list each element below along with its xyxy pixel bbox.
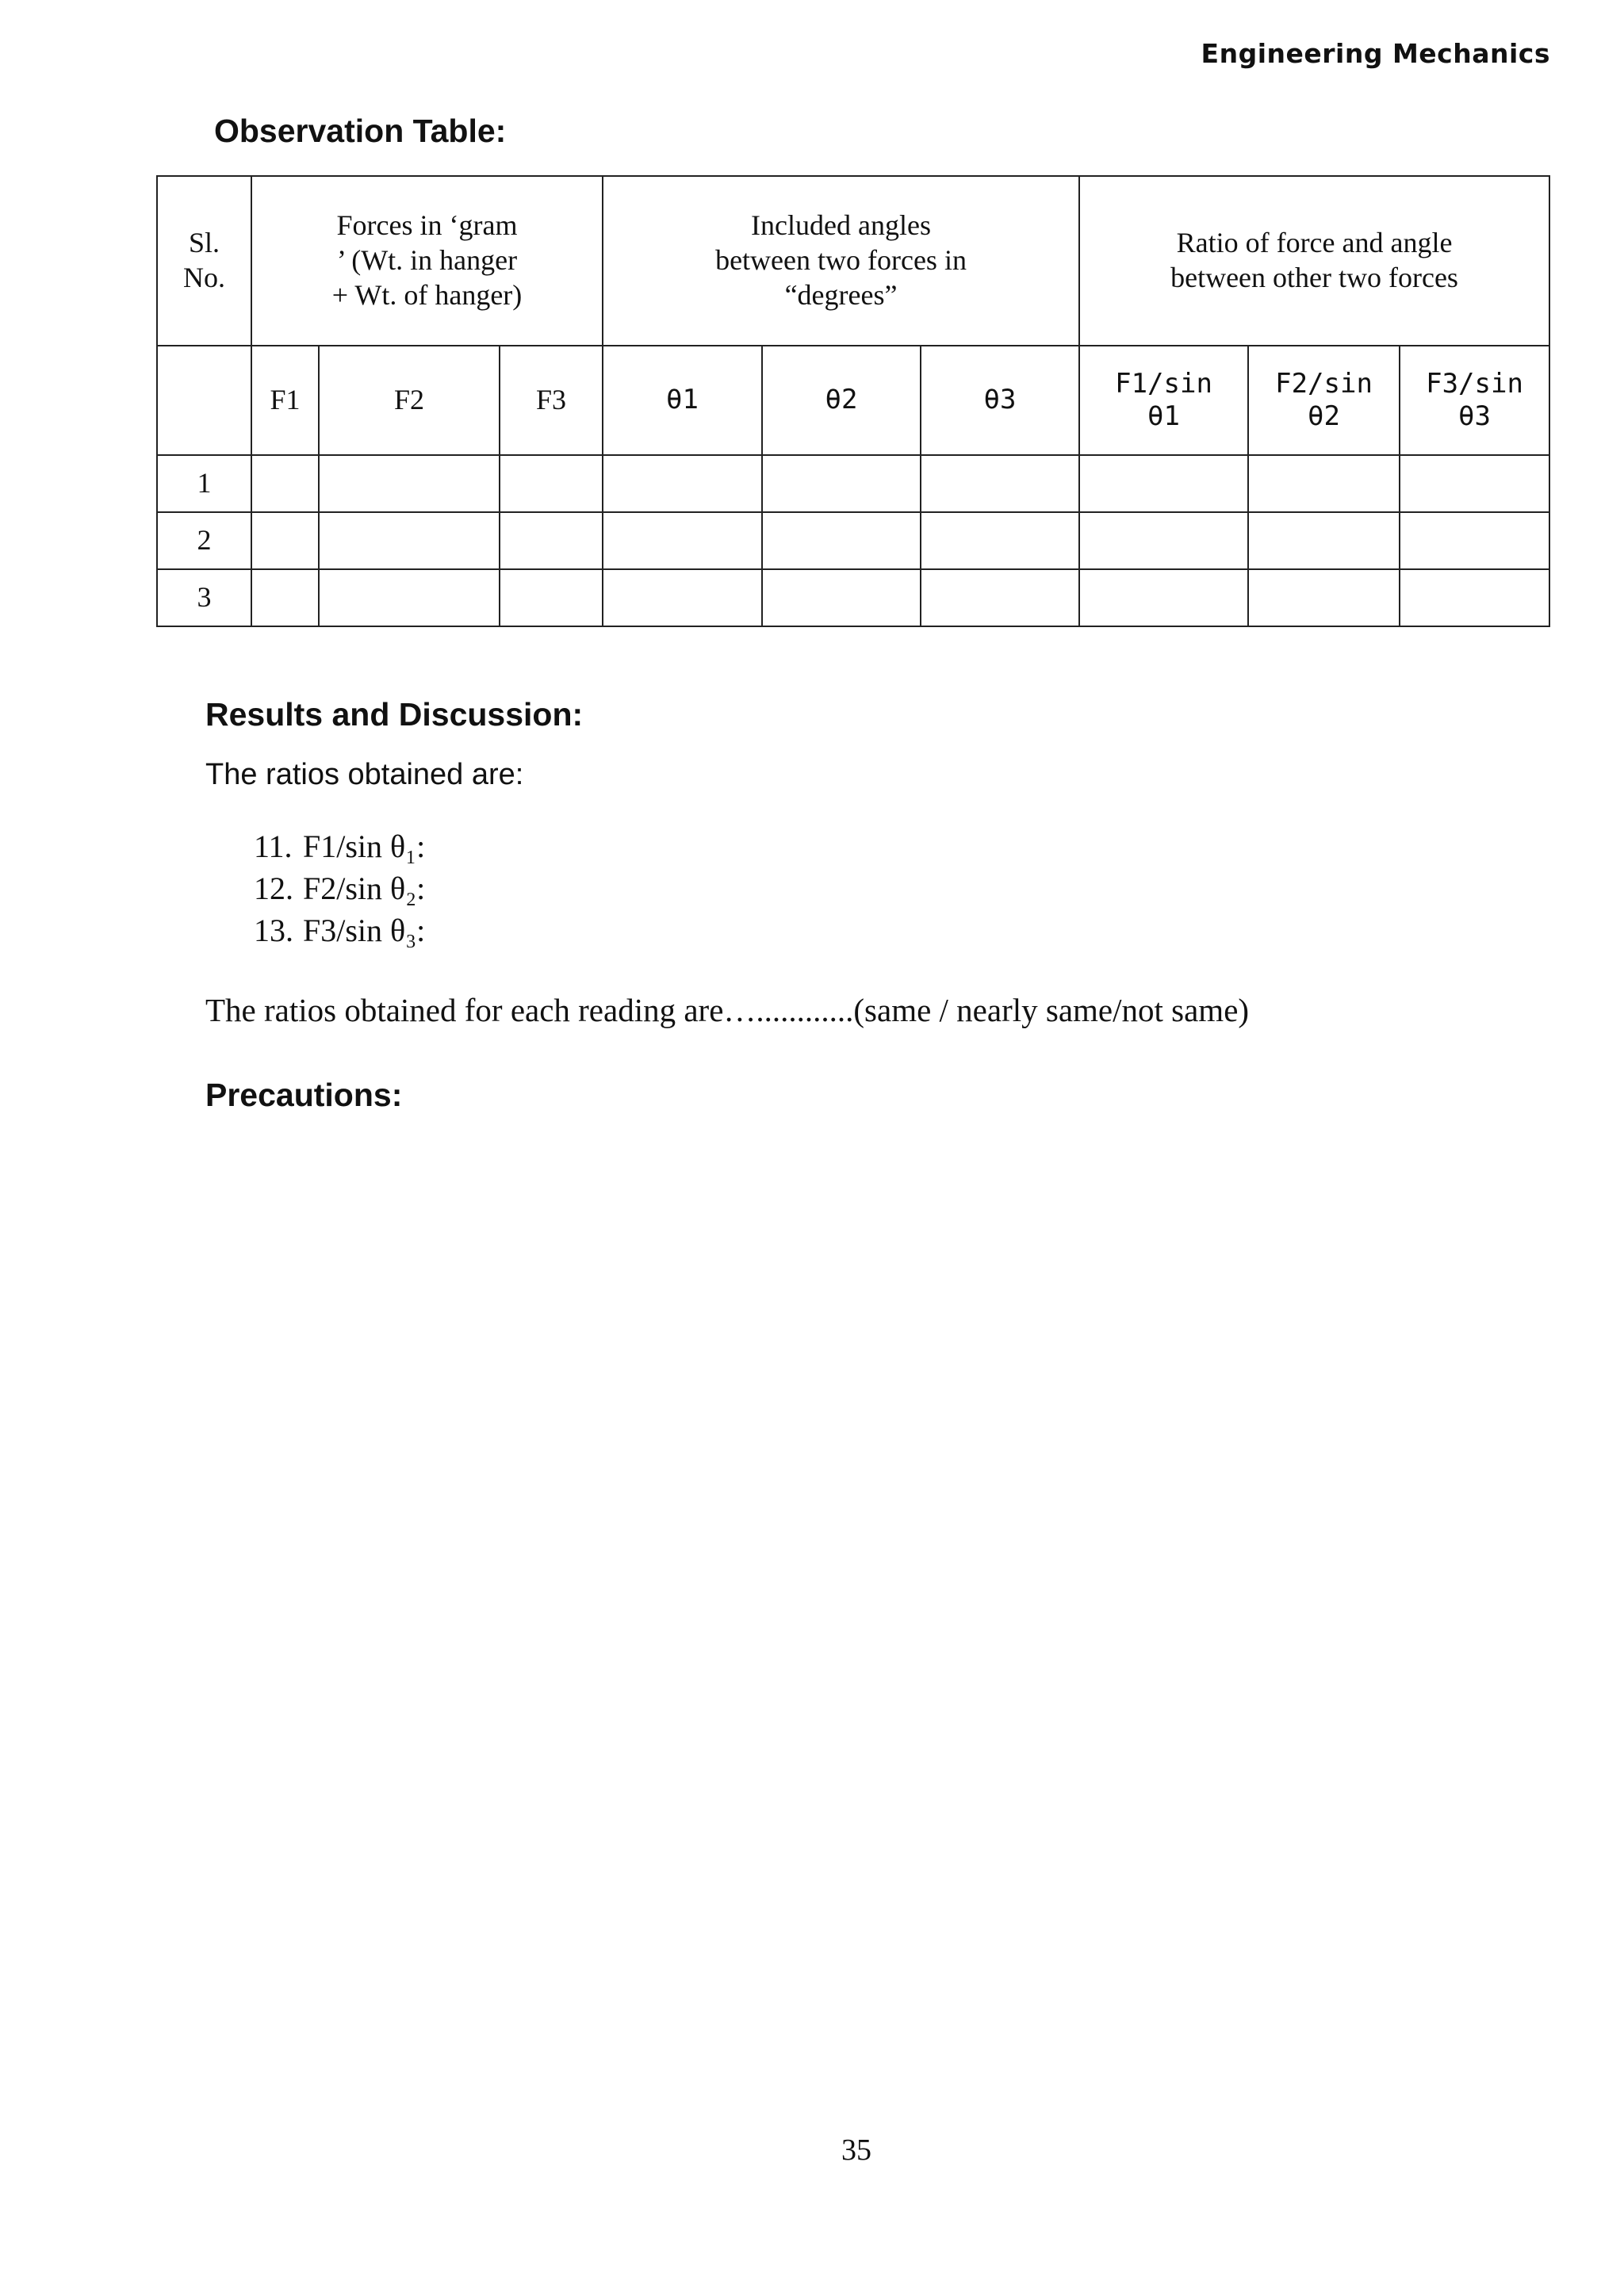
- table-cell-sl-no: 3: [157, 569, 251, 626]
- table-sub-header-row: [157, 346, 1549, 455]
- table-cell: [1079, 512, 1248, 569]
- list-item-text: F1/sin θ₁:: [303, 828, 426, 864]
- running-header: Engineering Mechanics: [1201, 38, 1550, 69]
- subheader-f2-sin-theta2: F2/sin θ2: [1248, 346, 1400, 455]
- table-cell: [1248, 455, 1400, 512]
- subheader-blank: [157, 346, 251, 455]
- table-cell: [603, 455, 762, 512]
- table-cell: [251, 455, 319, 512]
- table-cell: [921, 569, 1079, 626]
- table-cell: [500, 455, 603, 512]
- page-number: 35: [841, 2133, 871, 2167]
- table-row: [157, 512, 1549, 569]
- list-item-text: F3/sin θ₃:: [303, 913, 426, 948]
- table-cell-sl-no: 1: [157, 455, 251, 512]
- table-cell: [603, 512, 762, 569]
- table-cell: [251, 569, 319, 626]
- table-cell: [1079, 569, 1248, 626]
- table-cell: [500, 569, 603, 626]
- observation-table: [156, 175, 1550, 627]
- table-cell: [319, 512, 500, 569]
- list-item: [254, 909, 425, 951]
- table-cell: [319, 455, 500, 512]
- header-ratio: Ratio of force and angle between other two forces: [1079, 176, 1549, 346]
- header-forces: Forces in ‘gram ’ (Wt. in hanger + Wt. of hanger): [251, 176, 603, 346]
- table-cell: [1079, 455, 1248, 512]
- table-cell: [762, 455, 921, 512]
- table-cell: [1400, 512, 1549, 569]
- subheader-f1: F1: [251, 346, 319, 455]
- ratio-list: [254, 825, 425, 951]
- table-cell: [319, 569, 500, 626]
- table-cell-sl-no: 2: [157, 512, 251, 569]
- list-item-number: 13.: [254, 913, 293, 948]
- results-intro: The ratios obtained are:: [205, 758, 524, 791]
- subheader-theta1: θ1: [603, 346, 762, 455]
- header-angles: Included angles between two forces in “degrees”: [603, 176, 1079, 346]
- table-row: [157, 569, 1549, 626]
- list-item: [254, 825, 425, 867]
- precautions-heading: Precautions:: [205, 1077, 403, 1113]
- table-cell: [921, 512, 1079, 569]
- table-row: [157, 455, 1549, 512]
- table-cell: [1248, 569, 1400, 626]
- subheader-f2: F2: [319, 346, 500, 455]
- table-cell: [762, 512, 921, 569]
- subheader-f3: F3: [500, 346, 603, 455]
- header-sl-no: Sl. No.: [157, 176, 251, 346]
- list-item-number: 11.: [254, 828, 293, 864]
- table-cell: [251, 512, 319, 569]
- list-item-number: 12.: [254, 871, 293, 906]
- table-cell: [921, 455, 1079, 512]
- results-heading: Results and Discussion:: [205, 696, 584, 733]
- results-conclusion: The ratios obtained for each reading are…............(same / nearly same/not same): [205, 992, 1250, 1028]
- list-item: [254, 867, 425, 909]
- table-cell: [603, 569, 762, 626]
- observation-table-heading: Observation Table:: [214, 113, 507, 149]
- table-cell: [1400, 455, 1549, 512]
- table-cell: [762, 569, 921, 626]
- table-cell: [1248, 512, 1400, 569]
- subheader-theta3: θ3: [921, 346, 1079, 455]
- list-item-text: F2/sin θ₂:: [303, 871, 426, 906]
- table-cell: [500, 512, 603, 569]
- subheader-f3-sin-theta3: F3/sin θ3: [1400, 346, 1549, 455]
- table-cell: [1400, 569, 1549, 626]
- subheader-theta2: θ2: [762, 346, 921, 455]
- subheader-f1-sin-theta1: F1/sin θ1: [1079, 346, 1248, 455]
- table-group-header-row: [157, 176, 1549, 346]
